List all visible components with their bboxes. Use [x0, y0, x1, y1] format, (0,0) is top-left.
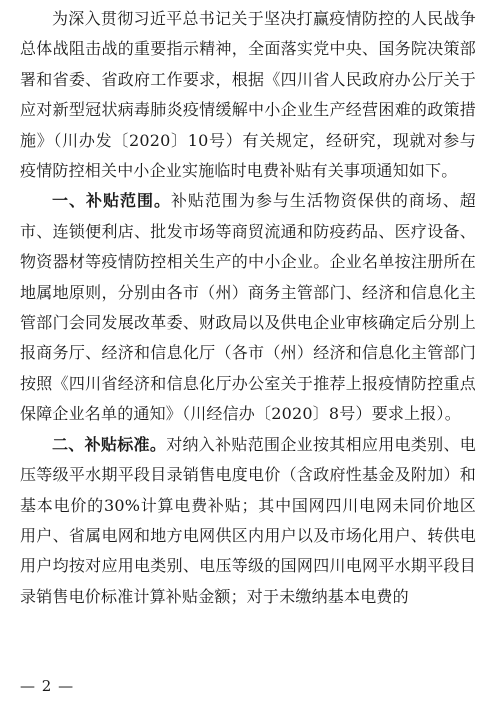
- page-number: — 2 —: [20, 677, 75, 695]
- subsidy-standard-paragraph: [20, 430, 476, 612]
- subsidy-standard-text: 对纳入补贴范围企业按其相应用电类别、电压等级平水期平段目录销售电度电价（含政府性基金及附加）和基本电价的30%计算电费补贴；其中国网四川电网未同价地区用户、省属电网和地方电网供区内用户以及市场化用户、转供电用户均按对应用电类别、电压等级的国网四川电网平水期平段目录销售电价标准计算补贴金额；对于未缴纳基本电费的: [20, 434, 476, 606]
- subsidy-scope-paragraph: [20, 186, 476, 429]
- intro-paragraph: [20, 4, 476, 186]
- subsidy-standard-heading: 二、补贴标准。: [52, 434, 167, 454]
- intro-text: 为深入贯彻习近平总书记关于坚决打赢疫情防控的人民战争总体战阻击战的重要指示精神，全面落实党中央、国务院决策部署和省委、省政府工作要求，根据《四川省人民政府办公厅关于应对新型冠状病毒肺炎疫情缓解中小企业生产经营困难的政策措施》（川办发〔2020〕10号）有关规定，经研究，现就对参与疫情防控相关中小企业实施临时电费补贴有关事项通知如下。: [20, 9, 476, 181]
- subsidy-scope-heading: 一、补贴范围。: [52, 191, 171, 211]
- document-page: [20, 4, 476, 612]
- subsidy-scope-text: 补贴范围为参与生活物资保供的商场、超市、连锁便利店、批发市场等商贸流通和防疫药品、医疗设备、物资器材等疫情防控相关生产的中小企业。企业名单按注册所在地属地原则，分别由各市（州）商务主管部门、经济和信息化主管部门会同发展改革委、财政局以及供电企业审核确定后分别上报商务厅、经济和信息化厅（各市（州）经济和信息化主管部门按照《四川省经济和信息化厅办公室关于推荐上报疫情防控重点保障企业名单的通知》（川经信办〔2020〕8号）要求上报）。: [20, 191, 476, 424]
